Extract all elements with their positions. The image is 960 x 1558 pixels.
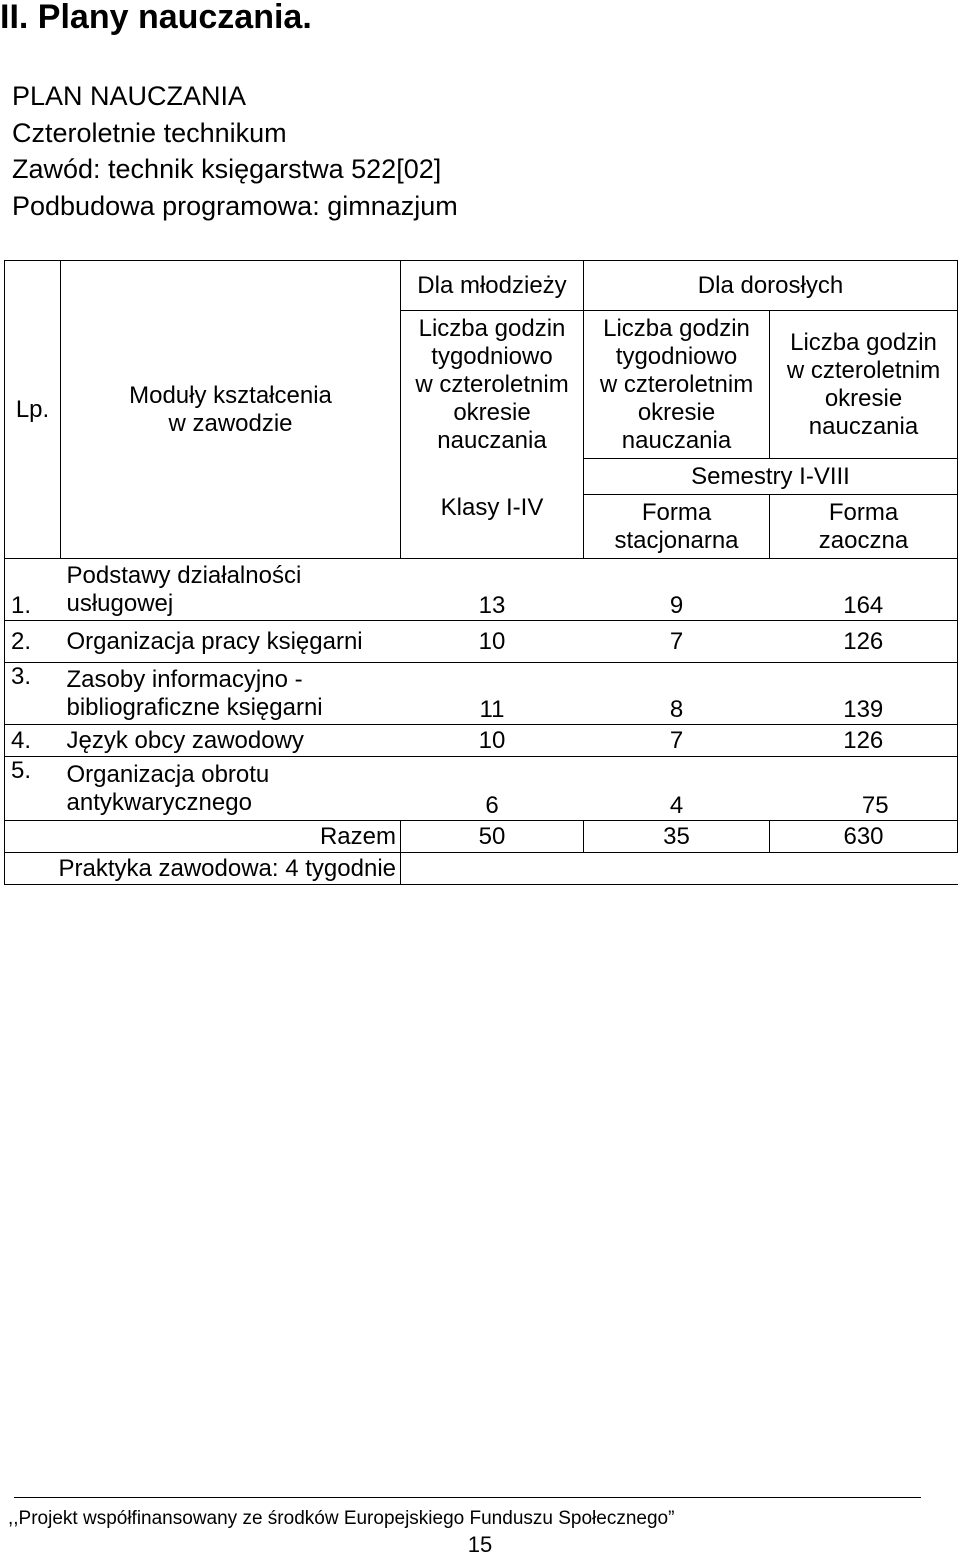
classes-header: Klasy I-IV bbox=[401, 459, 584, 559]
module-name: Język obcy zawodowy bbox=[61, 725, 401, 757]
module-name: Zasoby informacyjno - bibliograficzne księgarni bbox=[61, 663, 401, 725]
module-name: Organizacja obrotu antykwarycznego bbox=[61, 757, 401, 821]
extramural-hours: 75 bbox=[770, 757, 958, 821]
curriculum-table bbox=[4, 260, 958, 885]
row-number: 3. bbox=[5, 663, 61, 725]
total-label: Razem bbox=[5, 821, 401, 853]
total-row bbox=[5, 821, 958, 853]
page-number: 15 bbox=[467, 1532, 493, 1557]
total-stationary: 35 bbox=[584, 821, 770, 853]
practice-row bbox=[5, 853, 958, 885]
youth-hours: 13 bbox=[401, 559, 584, 621]
youth-hours: 10 bbox=[401, 725, 584, 757]
total-youth: 50 bbox=[401, 821, 584, 853]
footer-note: ,,Projekt współfinansowany ze środków Europejskiego Funduszu Społecznego” bbox=[8, 1508, 675, 1529]
practice-blank bbox=[401, 853, 958, 885]
adult-total-hours-header: Liczba godzin w czteroletnim okresie nauczania bbox=[770, 311, 958, 459]
table-row bbox=[5, 757, 958, 821]
row-number: 4. bbox=[5, 725, 61, 757]
section-heading: II. Plany nauczania. bbox=[0, 0, 312, 36]
module-name: Podstawy działalności usługowej bbox=[61, 559, 401, 621]
table-row bbox=[5, 559, 958, 621]
modules-header: Moduły kształcenia w zawodzie bbox=[61, 261, 401, 559]
table-row bbox=[5, 621, 958, 663]
youth-hours: 6 bbox=[401, 757, 584, 821]
lp-header: Lp. bbox=[5, 261, 61, 559]
stationary-hours: 7 bbox=[584, 621, 770, 663]
youth-hours: 10 bbox=[401, 621, 584, 663]
row-number: 1. bbox=[5, 559, 61, 621]
adults-header: Dla dorosłych bbox=[584, 261, 958, 311]
extramural-hours: 164 bbox=[770, 559, 958, 621]
form-stationary-header: Forma stacjonarna bbox=[584, 495, 770, 559]
profession: Zawód: technik księgarstwa 522[02] bbox=[12, 154, 442, 184]
youth-hours: 11 bbox=[401, 663, 584, 725]
footer-divider bbox=[14, 1497, 921, 1498]
stationary-hours: 4 bbox=[584, 757, 770, 821]
form-extramural-header: Forma zaoczna bbox=[770, 495, 958, 559]
row-number: 5. bbox=[5, 757, 61, 821]
table-row bbox=[5, 663, 958, 725]
practice-note: Praktyka zawodowa: 4 tygodnie bbox=[5, 853, 401, 885]
plan-title: PLAN NAUCZANIA bbox=[12, 81, 247, 111]
total-extramural: 630 bbox=[770, 821, 958, 853]
curriculum-base: Podbudowa programowa: gimnazjum bbox=[12, 190, 458, 221]
school-type: Czteroletnie technikum bbox=[12, 117, 287, 148]
stationary-hours: 9 bbox=[584, 559, 770, 621]
extramural-hours: 126 bbox=[770, 725, 958, 757]
youth-header: Dla młodzieży bbox=[401, 261, 584, 311]
table-row bbox=[5, 725, 958, 757]
row-number: 2. bbox=[5, 621, 61, 663]
module-name: Organizacja pracy księgarni bbox=[61, 621, 401, 663]
stationary-hours: 7 bbox=[584, 725, 770, 757]
stationary-hours: 8 bbox=[584, 663, 770, 725]
plan-header bbox=[12, 78, 458, 224]
extramural-hours: 139 bbox=[770, 663, 958, 725]
extramural-hours: 126 bbox=[770, 621, 958, 663]
adult-weekly-hours-header: Liczba godzin tygodniowo w czteroletnim okresie nauczania bbox=[584, 311, 770, 459]
youth-hours-header: Liczba godzin tygodniowo w czteroletnim okresie nauczania bbox=[401, 311, 584, 459]
semesters-header: Semestry I-VIII bbox=[584, 459, 958, 495]
